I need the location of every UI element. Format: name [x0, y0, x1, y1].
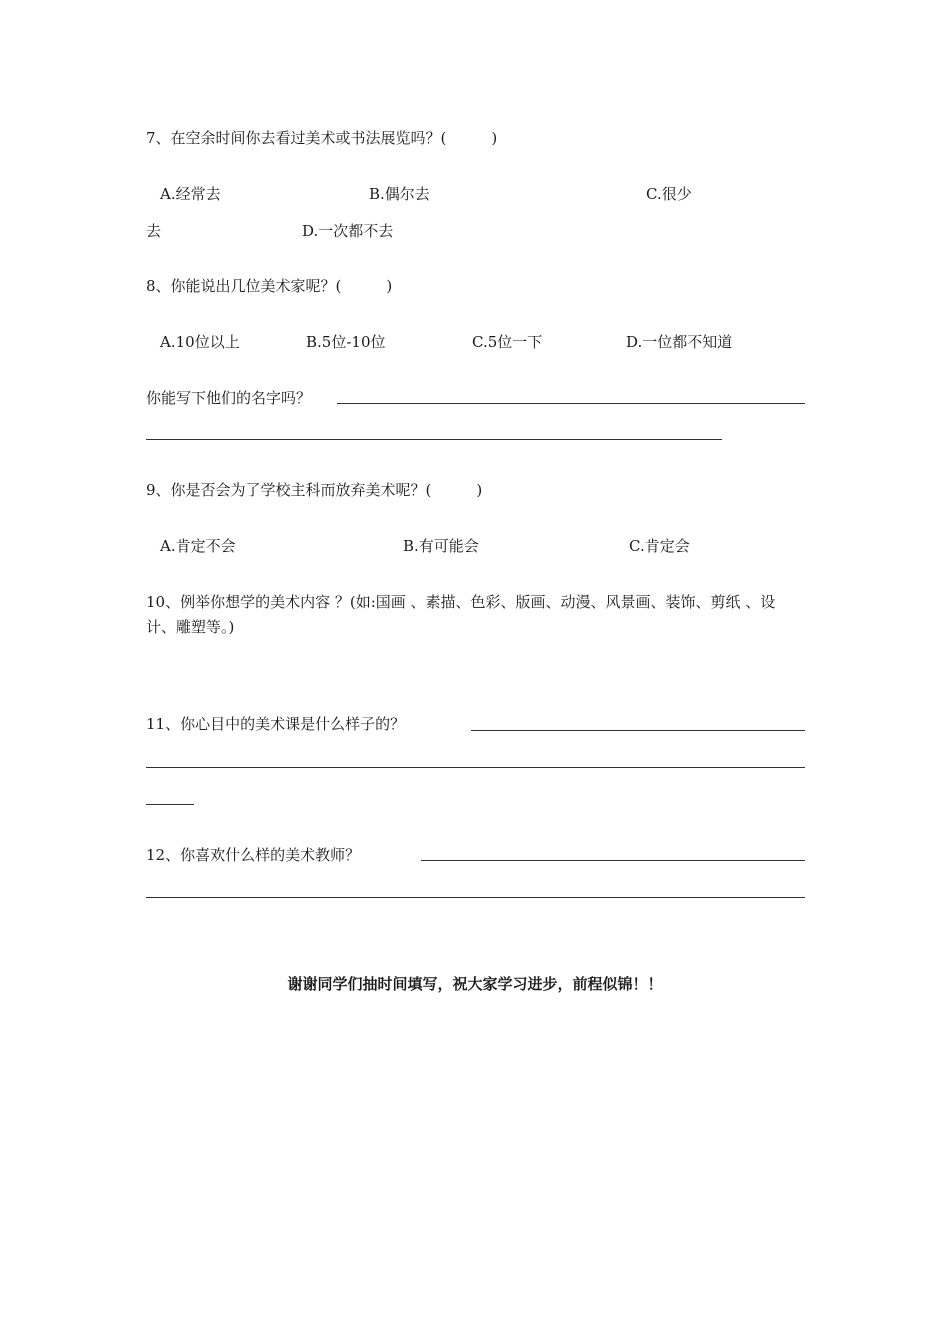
- q10-question-line-1: 10、例举你想学的美术内容 ？(如:国画 、素描、色彩、版画、动漫、风景画、装饰、剪纸 、设: [146, 593, 776, 611]
- q7-option-c-continued: 去: [146, 222, 162, 240]
- q7-option-a: A.经常去: [160, 185, 221, 203]
- q9-question: 9、你是否会为了学校主科而放弃美术呢？( ): [146, 481, 483, 499]
- q7-option-b: B.偶尔去: [369, 185, 430, 203]
- q9-option-b: B.有可能会: [403, 537, 479, 555]
- q8-follow-up: 你能写下他们的名字吗？: [146, 389, 312, 407]
- q8-option-d: D.一位都不知道: [626, 333, 733, 351]
- q11-answer-line-3: [146, 804, 194, 805]
- q9-option-a: A.肯定不会: [160, 537, 236, 555]
- q7-option-d: D.一次都不去: [302, 222, 394, 240]
- q9-option-c: C.肯定会: [629, 537, 690, 555]
- q7-option-c: C.很少: [646, 185, 692, 203]
- q8-answer-line-2: [146, 439, 722, 440]
- q12-question: 12、你喜欢什么样的美术教师？: [146, 846, 361, 864]
- q11-answer-line-2: [146, 767, 805, 768]
- q12-answer-line-2: [146, 897, 805, 898]
- q11-question: 11、你心目中的美术课是什么样子的？: [146, 715, 406, 733]
- q8-question: 8、你能说出几位美术家呢？( ): [146, 277, 393, 295]
- q11-answer-line-1: [471, 730, 805, 731]
- q8-option-c: C.5位一下: [472, 333, 543, 351]
- q10-question-line-2: 计、雕塑等。): [146, 618, 235, 636]
- q12-answer-line-1: [421, 860, 805, 861]
- q8-option-b: B.5位-10位: [306, 333, 386, 351]
- q8-option-a: A.10位以上: [160, 333, 240, 351]
- closing-message: 谢谢同学们抽时间填写，祝大家学习进步，前程似锦！！: [287, 975, 663, 993]
- q7-question: 7、在空余时间你去看过美术或书法展览吗？( ): [146, 129, 498, 147]
- q8-answer-line-1: [337, 403, 805, 404]
